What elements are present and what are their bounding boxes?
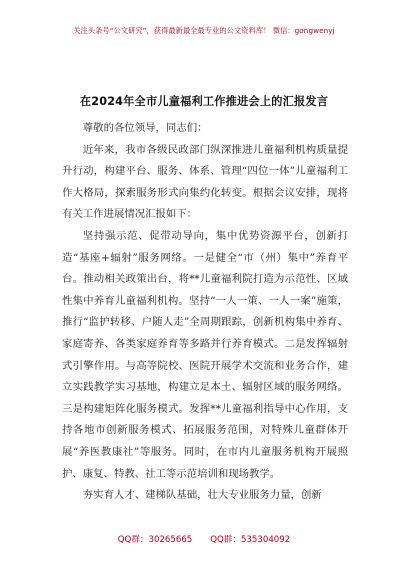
salutation: 尊敬的各位领导，同志们： xyxy=(82,122,208,134)
document-title: 在2024年全市儿童福利工作推进会上的汇报发言 xyxy=(79,95,329,108)
footer-qq-groups xyxy=(0,533,408,545)
document-body xyxy=(62,118,348,507)
paragraph-platform: 坚持强示范、促带动导向，集中优势资源平台，创新打造“基座+辐射”服务网络。一是健全“市（州）集中”养育平台。推动相关政策出台，将**儿童福利院打造为示范性、区域性集中养育儿童福利机构。坚持“一人一策、一人一案”施策，推行“监护转移、户随人走”全周期跟踪，创新机构集中养育、家庭寄养、各类家庭养育等多路并行养育模式。二是发挥辐射式引擎作用。与高等院校、医院开展学术交流和业务合作，建立实践教学实习基地，构建立足本土、辐射区域的服务网络。三是构建矩阵化服务模式。发挥**儿童福利指导中心作用，支持各地市创新服务模式、拓展服务范围，对特殊儿童群体开展“养医教康社”等服务。同时，在市内儿童服务机构开展照护、康复、特教、社工等示范培训和现场教学。 xyxy=(62,229,348,480)
paragraph-talent: 夯实育人才、建梯队基础，壮大专业服务力量，创新 xyxy=(82,489,322,502)
footer-qq-group-2: QQ群：535304092 xyxy=(210,535,291,545)
footer-qq-group-1: QQ群：30265665 xyxy=(117,535,193,545)
paragraph-intro: 近年来，我市各级民政部门纵深推进儿童福利机构质量提升行动，构建平台、服务、体系、管理“四位一体”儿童福利工作大格局，探索服务形式向集约化转变。根据会议安排，现将有关工作进展情况汇报如下： xyxy=(62,143,348,221)
header-promo-note: 关注头条号“公文研究”，获得最新最全最专业的公文资料库！ 微信：gongwenyj xyxy=(73,26,335,35)
